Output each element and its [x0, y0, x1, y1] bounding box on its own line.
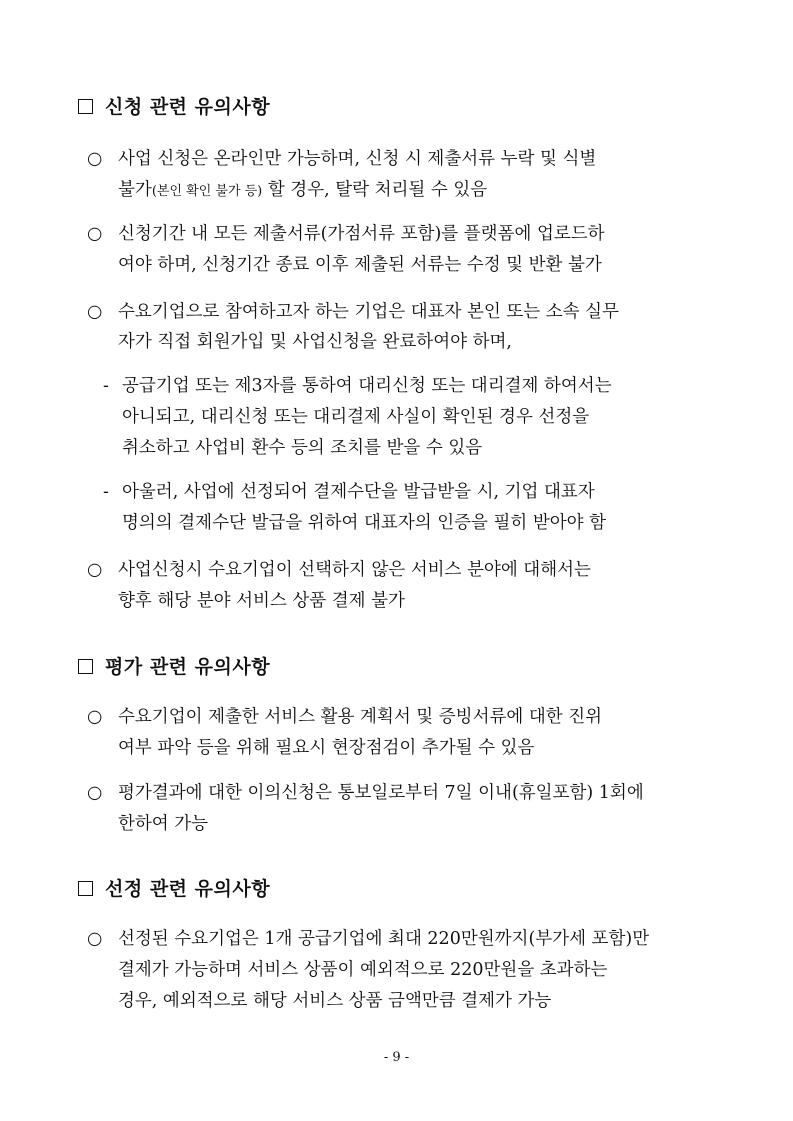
continuation-line: 아니되고, 대리신청 또는 대리결제 사실이 확인된 경우 선정을	[122, 407, 590, 427]
continuation-line: 여야 하며, 신청기간 종료 이후 제출된 서류는 수정 및 반환 불가	[118, 255, 602, 275]
section-heading-evaluation: 평가 관련 유의사항	[78, 652, 270, 679]
bullet-line: ○ 사업 신청은 온라인만 가능하며, 신청 시 제출서류 누락 및 식별	[87, 149, 597, 169]
bullet-line: ○ 선정된 수요기업은 1개 공급기업에 최대 220만원까지(부가세 포함)만	[87, 929, 650, 949]
bullet-line: ○ 신청기간 내 모든 제출서류(가점서류 포함)를 플랫폼에 업로드하	[87, 224, 605, 244]
dash-line: - 아울러, 사업에 선정되어 결제수단을 발급받을 시, 기업 대표자	[103, 482, 595, 502]
circle-bullet-icon: ○	[87, 302, 103, 322]
bullet-line: ○ 수요기업으로 참여하고자 하는 기업은 대표자 본인 또는 소속 실무	[87, 302, 619, 322]
checkbox-square-icon	[78, 99, 93, 114]
dash-bullet: -	[103, 482, 109, 502]
circle-bullet-icon: ○	[87, 783, 103, 803]
section-heading-application: 신청 관련 유의사항	[78, 92, 270, 119]
bullet-line: ○ 평가결과에 대한 이의신청은 통보일로부터 7일 이내(휴일포함) 1회에	[87, 783, 644, 803]
continuation-line: 결제가 가능하며 서비스 상품이 예외적으로 220만원을 초과하는	[118, 960, 608, 980]
section-heading-selection: 선정 관련 유의사항	[78, 874, 270, 901]
circle-bullet-icon: ○	[87, 149, 103, 169]
continuation-line: 향후 해당 분야 서비스 상품 결제 불가	[118, 591, 405, 611]
bullet-line: ○ 수요기업이 제출한 서비스 활용 계획서 및 증빙서류에 대한 진위	[87, 707, 603, 727]
continuation-line: 여부 파악 등을 위해 필요시 현장점검이 추가될 수 있음	[118, 738, 535, 758]
bullet-line: ○ 사업신청시 수요기업이 선택하지 않은 서비스 분야에 대해서는	[87, 560, 591, 580]
page-number: - 9 -	[383, 1050, 410, 1065]
checkbox-square-icon	[78, 881, 93, 896]
continuation-line: 명의의 결제수단 발급을 위하여 대표자의 인증을 필히 받아야 함	[122, 513, 607, 533]
circle-bullet-icon: ○	[87, 224, 103, 244]
checkbox-square-icon	[78, 659, 93, 674]
continuation-line: 경우, 예외적으로 해당 서비스 상품 금액만큼 결제가 가능	[118, 991, 552, 1011]
continuation-line: 불가(본인 확인 불가 등) 할 경우, 탈락 처리될 수 있음	[118, 180, 488, 200]
continuation-line: 취소하고 사업비 환수 등의 조치를 받을 수 있음	[122, 438, 483, 458]
dash-line: - 공급기업 또는 제3자를 통하여 대리신청 또는 대리결제 하여서는	[103, 376, 612, 396]
continuation-line: 한하여 가능	[118, 814, 209, 834]
dash-bullet: -	[103, 376, 109, 396]
circle-bullet-icon: ○	[87, 560, 103, 580]
circle-bullet-icon: ○	[87, 707, 103, 727]
circle-bullet-icon: ○	[87, 929, 103, 949]
continuation-line: 자가 직접 회원가입 및 사업신청을 완료하여야 하며,	[118, 332, 512, 352]
